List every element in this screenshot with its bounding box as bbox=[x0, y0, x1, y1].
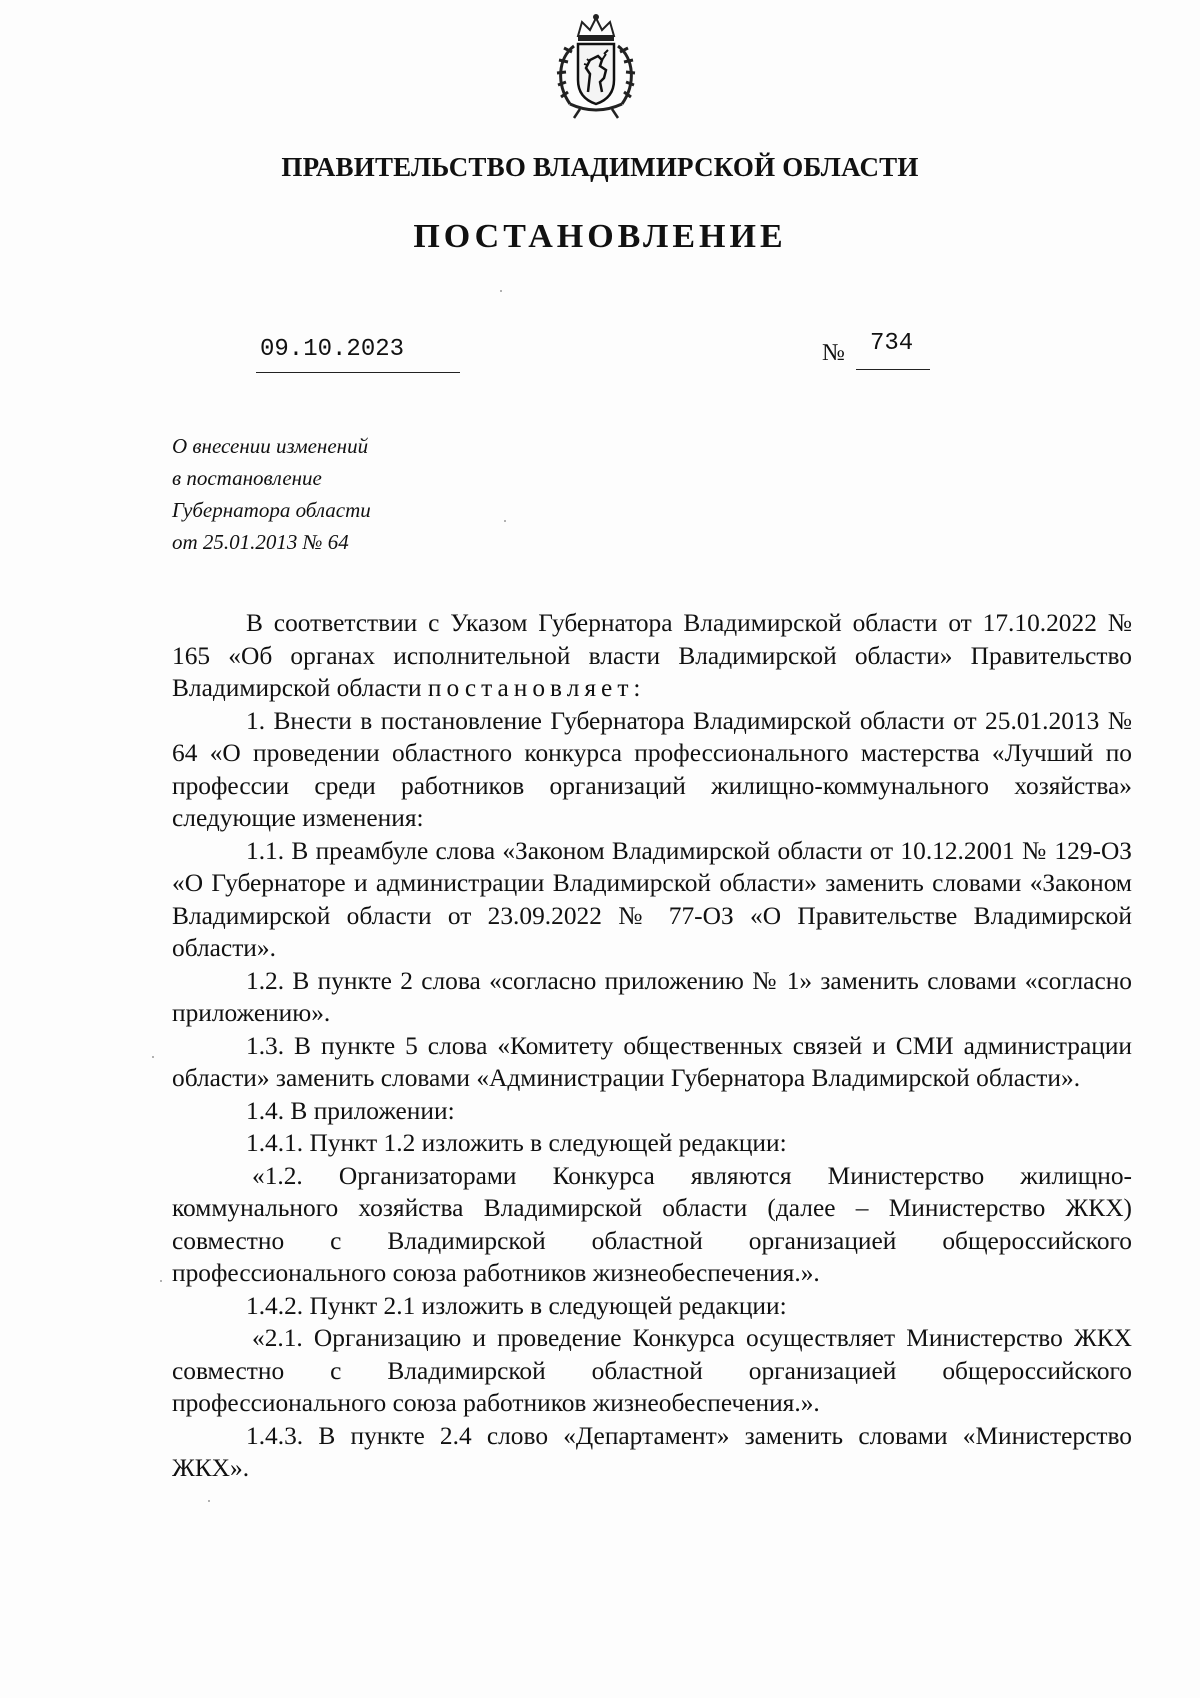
paragraph-1-4-3: 1.4.3. В пункте 2.4 слово «Департамент» заменить словами «Министерство ЖКХ». bbox=[172, 1421, 1132, 1482]
scan-speck bbox=[160, 1280, 162, 1282]
document-type-title: ПОСТАНОВЛЕНИЕ bbox=[413, 218, 787, 255]
paragraph-1-4: 1.4. В приложении: bbox=[246, 1096, 455, 1125]
document-subject bbox=[172, 430, 371, 558]
subject-line: от 25.01.2013 № 64 bbox=[172, 530, 349, 554]
date-underline bbox=[256, 372, 460, 373]
subject-line: Губернатора области bbox=[172, 498, 371, 522]
paragraph-1-4-1: 1.4.1. Пункт 1.2 изложить в следующей редакции: bbox=[246, 1129, 787, 1157]
decree-keyword: постановляет: bbox=[427, 674, 646, 702]
quoted-clause-1-2: «1.2. Организаторами Конкурса являются Министерство жилищно-коммунального хозяйства Владимирской области (далее – Министерство ЖКХ) совместно с Владимирской областной организацией общероссийского профессионального союза работников жизнеобеспечения.». bbox=[172, 1161, 1132, 1287]
scan-speck bbox=[504, 520, 506, 522]
document-body bbox=[172, 607, 1132, 1485]
organization-name: ПРАВИТЕЛЬСТВО ВЛАДИМИРСКОЙ ОБЛАСТИ bbox=[281, 152, 919, 182]
coat-of-arms-icon bbox=[544, 12, 648, 120]
document-date: 09.10.2023 bbox=[260, 336, 405, 363]
scan-speck bbox=[152, 1056, 154, 1058]
paragraph-1-2: 1.2. В пункте 2 слова «согласно приложению № 1» заменить словами «согласно приложению». bbox=[172, 966, 1132, 1027]
number-underline bbox=[856, 369, 930, 370]
preamble-text: В соответствии с Указом Губернатора Владимирской области от 17.10.2022 № 165 «Об органах исполнительной власти Владимирской области» Правительство Владимирской области bbox=[172, 609, 1132, 702]
subject-line: в постановление bbox=[172, 466, 322, 490]
preamble-paragraph bbox=[172, 607, 1132, 705]
paragraph-1-1: 1.1. В преамбуле слова «Законом Владимирской области от 10.12.2001 № 129-ОЗ «О Губернаторе и администрации Владимирской области» заменить словами «Законом Владимирской области от 23.09.2022 № 77-ОЗ «О Правительстве Владимирской области». bbox=[172, 836, 1132, 962]
document-number: 734 bbox=[870, 330, 914, 357]
paragraph-1-4-2: 1.4.2. Пункт 2.1 изложить в следующей редакции: bbox=[246, 1291, 787, 1320]
subject-line: О внесении изменений bbox=[172, 434, 369, 458]
quoted-clause-2-1: «2.1. Организацию и проведение Конкурса осуществляет Министерство ЖКХ совместно с Владимирской областной организацией общероссийского профессионального союза работников жизнеобеспечения.». bbox=[172, 1324, 1132, 1417]
document-number-label: № bbox=[822, 340, 845, 366]
scan-speck bbox=[500, 290, 502, 292]
scan-speck bbox=[208, 1500, 210, 1502]
paragraph-1-3: 1.3. В пункте 5 слова «Комитету общественных связей и СМИ администрации области» заменить словами «Администрации Губернатора Владимирской области». bbox=[172, 1031, 1132, 1092]
paragraph-1: 1. Внести в постановление Губернатора Владимирской области от 25.01.2013 № 64 «О проведении областного конкурса профессионального мастерства «Лучший по профессии среди работников организаций жилищно-коммунального хозяйства» следующие изменения: bbox=[172, 706, 1132, 832]
